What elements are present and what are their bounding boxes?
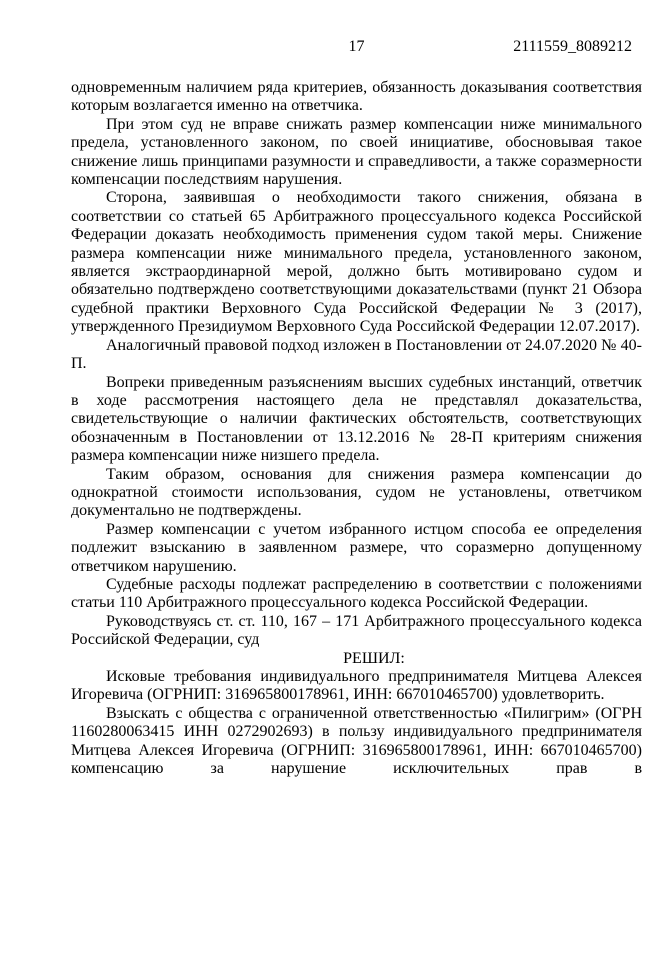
ruling-paragraph-2: Взыскать с общества с ограниченной ответственностью «Пилигрим» (ОГРН 1160280063415 ИНН 0272902693) в пользу индивидуального предпринимателя Митцева Алексея Игоревича (ОГРНИП: 316965800178961, ИНН: 667010465700) компенсацию за нарушение исключительных прав в (71, 704, 642, 778)
body-paragraph-4: Аналогичный правовой подход изложен в Постановлении от 24.07.2020 № 40-П. (71, 336, 642, 373)
document-id: 2111559_8089212 (513, 38, 632, 55)
body-paragraph-6: Таким образом, основания для снижения размера компенсации до однократной стоимости использования, судом не установлены, ответчиком документально не подтверждены. (71, 465, 642, 520)
body-paragraph-3: Сторона, заявившая о необходимости такого снижения, обязана в соответствии со статьей 65 Арбитражного процессуального кодекса Российской Федерации доказать необходимость применения судом такой меры. Снижение размера компенсации ниже минимального предела, установленного законом, является экстраординарной мерой, должно быть мотивировано судом и обязательно подтверждено соответствующими доказательствами (пункт 21 Обзора судебной практики Верховного Суда Российской Федерации № 3 (2017), утвержденного Президиумом Верховного Суда Российской Федерации 12.07.2017). (71, 189, 642, 336)
body-paragraph-2: При этом суд не вправе снижать размер компенсации ниже минимального предела, установленного законом, по своей инициативе, обосновывая такое снижение лишь принципами разумности и справедливости, а также соразмерности компенсации последствиям нарушения. (71, 115, 642, 189)
document-body (71, 79, 642, 778)
body-paragraph-7: Размер компенсации с учетом избранного истцом способа ее определения подлежит взысканию в заявленном размере, что соразмерно допущенному ответчиком нарушению. (71, 520, 642, 575)
ruling-paragraph-1: Исковые требования индивидуального предпринимателя Митцева Алексея Игоревича (ОГРНИП: 316965800178961, ИНН: 667010465700) удовлетворить. (71, 668, 642, 704)
body-paragraph-1: одновременным наличием ряда критериев, обязанность доказывания соответствия которым возлагается именно на ответчика. (71, 79, 642, 115)
ruling-heading: РЕШИЛ: (343, 649, 405, 667)
body-paragraph-9: Руководствуясь ст. ст. 110, 167 – 171 Арбитражного процессуального кодекса Российской Федерации, суд (71, 612, 642, 649)
page-header (71, 37, 642, 56)
body-paragraph-8: Судебные расходы подлежат распределению в соответствии с положениями статьи 110 Арбитражного процессуального кодекса Российской Федерации. (71, 575, 642, 612)
page-number: 17 (348, 38, 365, 55)
body-paragraph-5: Вопреки приведенным разъяснениям высших судебных инстанций, ответчик в ходе рассмотрения настоящего дела не представлял доказательства, свидетельствующие о наличии фактических обстоятельств, соответствующих обозначенным в Постановлении от 13.12.2016 № 28-П критериям снижения размера компенсации ниже низшего предела. (71, 373, 642, 465)
